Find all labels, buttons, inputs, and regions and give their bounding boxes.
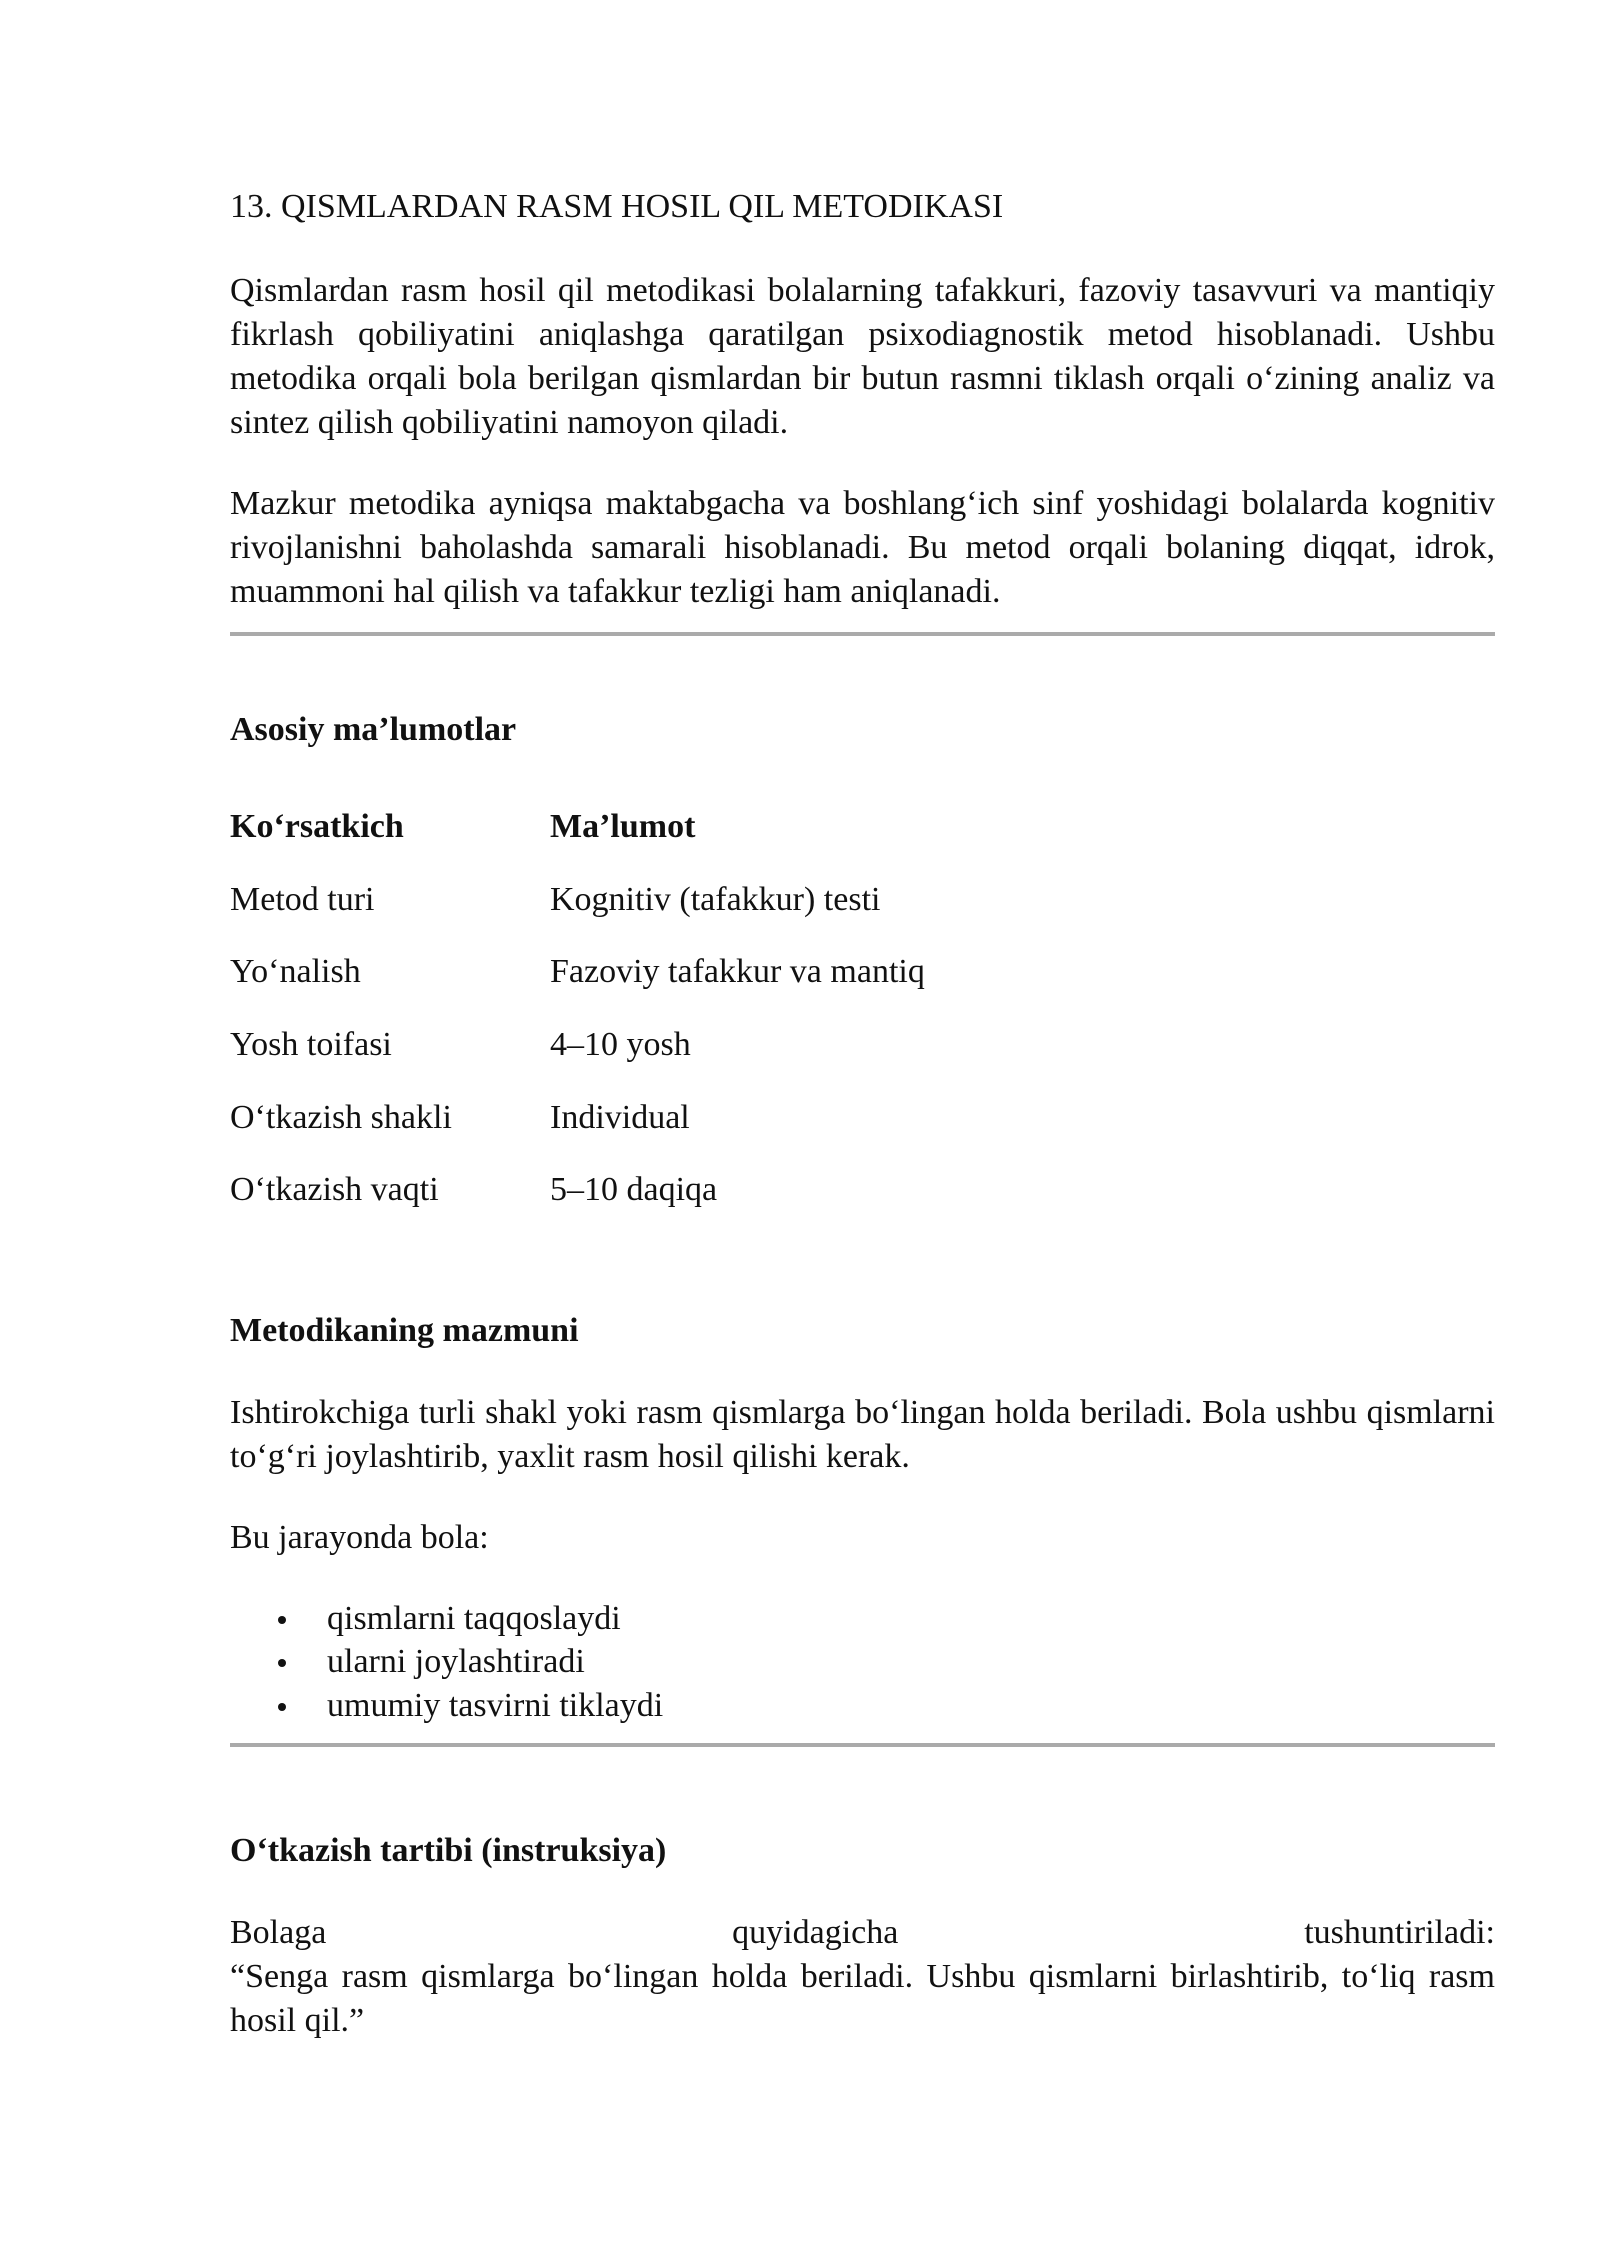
content-lead: Bu jarayonda bola: [230, 1518, 489, 1556]
list-item-text: ularni joylashtiradi [327, 1643, 585, 1681]
info-table [230, 791, 925, 1227]
table-row [230, 864, 925, 937]
info-section-heading: Asosiy ma’lumotlar [230, 711, 517, 748]
section-divider [230, 632, 1495, 636]
table-cell-label: Yosh toifasi [230, 1026, 392, 1064]
table-row [230, 1154, 925, 1227]
table-row [230, 1009, 925, 1082]
instruction-word: quyidagicha [732, 1914, 899, 1952]
document-page [230, 185, 1495, 2043]
table-cell-label: Yo‘nalish [230, 953, 361, 991]
instruction-intro-line [230, 1911, 1495, 1955]
table-cell-label: O‘tkazish vaqti [230, 1171, 439, 1209]
table-row [230, 1081, 925, 1154]
table-cell-value: 5–10 daqiqa [550, 1171, 718, 1209]
table-cell-label: Metod turi [230, 880, 375, 918]
list-item [230, 1597, 1495, 1641]
intro-paragraph-2: Mazkur metodika ayniqsa maktabgacha va boshlang‘ich sinf yoshidagi bolalarda kognitiv rivojlanishni baholashda samarali hisoblanadi. Bu metod orqali bolaning diqqat, idrok, muammoni hal qilish va tafakkur tezligi ham aniqlanadi. [230, 485, 1495, 610]
document-title: 13. QISMLARDAN RASM HOSIL QIL METODIKASI [230, 188, 1004, 225]
instruction-word: Bolaga [230, 1914, 327, 1952]
list-item-text: umumiy tasvirni tiklaydi [327, 1686, 664, 1724]
order-section-heading: O‘tkazish tartibi (instruksiya) [230, 1832, 667, 1870]
content-paragraph: Ishtirokchiga turli shakl yoki rasm qismlarga bo‘lingan holda beriladi. Bola ushbu qismlarni to‘g‘ri joylashtirib, yaxlit rasm hosil qilishi kerak. [230, 1393, 1495, 1475]
intro-paragraph-1: Qismlardan rasm hosil qil metodikasi bolalarning tafakkuri, fazoviy tasavvuri va mantiqiy fikrlash qobiliyatini aniqlashga qaratilgan psixodiagnostik metod hisoblanadi. Ushbu metodika orqali bola berilgan qismlardan bir butun rasmni tiklash orqali o‘zining analiz va sintez qilish qobiliyatini namoyon qiladi. [230, 272, 1495, 441]
table-cell-label: O‘tkazish shakli [230, 1098, 452, 1136]
list-item-text: qismlarni taqqoslaydi [327, 1599, 621, 1637]
content-bullet-list [230, 1597, 1495, 1728]
bullet-icon [278, 1703, 286, 1711]
column-header-info: Ma’lumot [550, 808, 696, 846]
section-divider [230, 1743, 1495, 1747]
table-cell-value: 4–10 yosh [550, 1026, 691, 1064]
table-header-row [230, 791, 925, 864]
table-row [230, 936, 925, 1009]
table-cell-value: Individual [550, 1098, 690, 1136]
bullet-icon [278, 1659, 286, 1667]
instruction-quote: “Senga rasm qismlarga bo‘lingan holda beriladi. Ushbu qismlarni birlashtirib, to‘liq rasm hosil qil.” [230, 1958, 1495, 2040]
bullet-icon [278, 1616, 286, 1624]
instruction-word: tushuntiriladi: [1304, 1914, 1495, 1952]
table-cell-value: Kognitiv (tafakkur) testi [550, 880, 881, 918]
list-item [230, 1684, 1495, 1728]
content-section-heading: Metodikaning mazmuni [230, 1311, 579, 1349]
list-item [230, 1640, 1495, 1684]
column-header-indicator: Ko‘rsatkich [230, 808, 404, 846]
table-cell-value: Fazoviy tafakkur va mantiq [550, 953, 925, 991]
